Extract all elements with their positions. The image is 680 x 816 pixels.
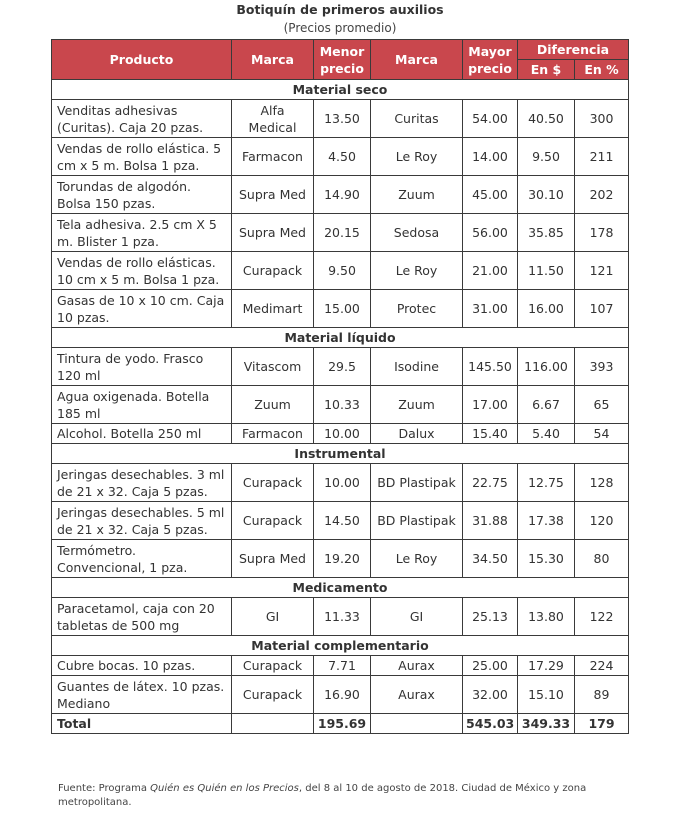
section-title: Material complementario xyxy=(52,636,629,656)
cell-marca-menor: Vitascom xyxy=(232,348,314,386)
cell-menor-precio: 16.90 xyxy=(314,676,371,714)
cell-marca-menor: Supra Med xyxy=(232,176,314,214)
cell-marca-mayor: Sedosa xyxy=(371,214,463,252)
cell-marca-menor: Curapack xyxy=(232,502,314,540)
table-row xyxy=(52,290,629,328)
cell-mayor-precio: 34.50 xyxy=(463,540,518,578)
cell-marca-menor: Curapack xyxy=(232,252,314,290)
cell-marca-mayor: Aurax xyxy=(371,656,463,676)
header-marca-menor: Marca xyxy=(232,40,314,80)
cell-porcentaje: 120 xyxy=(575,502,629,540)
cell-porcentaje: 121 xyxy=(575,252,629,290)
cell-menor-precio: 14.90 xyxy=(314,176,371,214)
cell-diferencia: 15.10 xyxy=(518,676,575,714)
cell-marca-menor: Supra Med xyxy=(232,214,314,252)
header-mayor-precio: Mayor precio xyxy=(463,40,518,80)
cell-diferencia: 6.67 xyxy=(518,386,575,424)
cell-marca-mayor: Zuum xyxy=(371,176,463,214)
cell-mayor-precio: 45.00 xyxy=(463,176,518,214)
section-title: Material seco xyxy=(52,80,629,100)
section-header xyxy=(52,328,629,348)
total-row xyxy=(52,714,629,734)
cell-diferencia: 116.00 xyxy=(518,348,575,386)
cell-menor-precio: 9.50 xyxy=(314,252,371,290)
source-note: Fuente: Programa Quién es Quién en los Precios, del 8 al 10 de agosto de 2018. Ciudad de México y zona metropolitana. xyxy=(58,783,587,808)
cell-producto: Jeringas desechables. 3 ml de 21 x 32. Caja 5 pzas. xyxy=(52,464,232,502)
cell-marca-menor: Curapack xyxy=(232,676,314,714)
cell-mayor-precio: 14.00 xyxy=(463,138,518,176)
cell-porcentaje: 300 xyxy=(575,100,629,138)
cell-marca-menor: GI xyxy=(232,598,314,636)
table-row xyxy=(52,502,629,540)
cell-diferencia: 12.75 xyxy=(518,464,575,502)
cell-diferencia: 9.50 xyxy=(518,138,575,176)
cell-mayor-precio: 21.00 xyxy=(463,252,518,290)
cell-menor-precio: 11.33 xyxy=(314,598,371,636)
cell-menor-precio: 7.71 xyxy=(314,656,371,676)
cell-producto: Agua oxigenada. Botella 185 ml xyxy=(52,386,232,424)
table-row xyxy=(52,656,629,676)
cell-porcentaje: 54 xyxy=(575,424,629,444)
header-en-pesos: En $ xyxy=(518,60,575,80)
cell-diferencia: 16.00 xyxy=(518,290,575,328)
cell-marca-menor: Alfa Medical xyxy=(232,100,314,138)
cell-porcentaje: 393 xyxy=(575,348,629,386)
cell-marca-mayor: Le Roy xyxy=(371,138,463,176)
cell-producto: Cubre bocas. 10 pzas. xyxy=(52,656,232,676)
cell-producto: Gasas de 10 x 10 cm. Caja 10 pzas. xyxy=(52,290,232,328)
cell-marca-mayor: BD Plastipak xyxy=(371,502,463,540)
total-menor: 195.69 xyxy=(314,714,371,734)
section-title: Instrumental xyxy=(52,444,629,464)
cell-marca-mayor: Isodine xyxy=(371,348,463,386)
cell-diferencia: 17.38 xyxy=(518,502,575,540)
cell-marca-mayor: Protec xyxy=(371,290,463,328)
cell-porcentaje: 65 xyxy=(575,386,629,424)
table-row xyxy=(52,424,629,444)
cell-producto: Vendas de rollo elásticas. 10 cm x 5 m. Bolsa 1 pza. xyxy=(52,252,232,290)
cell-mayor-precio: 31.88 xyxy=(463,502,518,540)
cell-diferencia: 30.10 xyxy=(518,176,575,214)
cell-marca-mayor: GI xyxy=(371,598,463,636)
cell-diferencia: 11.50 xyxy=(518,252,575,290)
cell-menor-precio: 14.50 xyxy=(314,502,371,540)
cell-porcentaje: 89 xyxy=(575,676,629,714)
cell-producto: Guantes de látex. 10 pzas. Mediano xyxy=(52,676,232,714)
table-row xyxy=(52,176,629,214)
cell-mayor-precio: 25.13 xyxy=(463,598,518,636)
cell-diferencia: 17.29 xyxy=(518,656,575,676)
header-producto: Producto xyxy=(52,40,232,80)
cell-porcentaje: 178 xyxy=(575,214,629,252)
header-en-porcentaje: En % xyxy=(575,60,629,80)
cell-mayor-precio: 31.00 xyxy=(463,290,518,328)
table-row xyxy=(52,252,629,290)
cell-producto: Torundas de algodón. Bolsa 150 pzas. xyxy=(52,176,232,214)
total-mayor: 545.03 xyxy=(463,714,518,734)
section-title: Medicamento xyxy=(52,578,629,598)
section-header xyxy=(52,578,629,598)
cell-marca-mayor: Aurax xyxy=(371,676,463,714)
cell-menor-precio: 29.5 xyxy=(314,348,371,386)
table-row xyxy=(52,540,629,578)
cell-mayor-precio: 54.00 xyxy=(463,100,518,138)
cell-producto: Termómetro. Convencional, 1 pza. xyxy=(52,540,232,578)
cell-porcentaje: 202 xyxy=(575,176,629,214)
header-menor-precio: Menor precio xyxy=(314,40,371,80)
table-row xyxy=(52,348,629,386)
table-row xyxy=(52,100,629,138)
cell-mayor-precio: 22.75 xyxy=(463,464,518,502)
cell-menor-precio: 15.00 xyxy=(314,290,371,328)
header-diferencia: Diferencia xyxy=(518,40,629,60)
section-header xyxy=(52,80,629,100)
cell-diferencia: 40.50 xyxy=(518,100,575,138)
section-header xyxy=(52,444,629,464)
section-title: Material líquido xyxy=(52,328,629,348)
cell-mayor-precio: 145.50 xyxy=(463,348,518,386)
cell-mayor-precio: 25.00 xyxy=(463,656,518,676)
cell-porcentaje: 122 xyxy=(575,598,629,636)
cell-diferencia: 35.85 xyxy=(518,214,575,252)
table-row xyxy=(52,386,629,424)
cell-marca-menor: Curapack xyxy=(232,464,314,502)
cell-producto: Vendas de rollo elástica. 5 cm x 5 m. Bolsa 1 pza. xyxy=(52,138,232,176)
cell-menor-precio: 10.33 xyxy=(314,386,371,424)
cell-marca-mayor: Zuum xyxy=(371,386,463,424)
cell-menor-precio: 10.00 xyxy=(314,424,371,444)
table-row xyxy=(52,138,629,176)
cell-marca-mayor: Le Roy xyxy=(371,540,463,578)
cell-marca-menor: Farmacon xyxy=(232,138,314,176)
cell-menor-precio: 19.20 xyxy=(314,540,371,578)
table-row xyxy=(52,676,629,714)
cell-marca-mayor: Curitas xyxy=(371,100,463,138)
cell-menor-precio: 10.00 xyxy=(314,464,371,502)
cell-menor-precio: 20.15 xyxy=(314,214,371,252)
table-row xyxy=(52,598,629,636)
table-row xyxy=(52,464,629,502)
table-title: Botiquín de primeros auxilios xyxy=(236,2,444,17)
cell-producto: Tela adhesiva. 2.5 cm X 5 m. Blister 1 pza. xyxy=(52,214,232,252)
cell-marca-menor: Curapack xyxy=(232,656,314,676)
section-header xyxy=(52,636,629,656)
cell-mayor-precio: 15.40 xyxy=(463,424,518,444)
cell-menor-precio: 13.50 xyxy=(314,100,371,138)
cell-marca-menor: Zuum xyxy=(232,386,314,424)
price-comparison-table xyxy=(51,39,629,734)
cell-producto: Paracetamol, caja con 20 tabletas de 500 mg xyxy=(52,598,232,636)
cell-marca-mayor: Dalux xyxy=(371,424,463,444)
cell-marca-mayor: BD Plastipak xyxy=(371,464,463,502)
cell-mayor-precio: 32.00 xyxy=(463,676,518,714)
header-marca-mayor: Marca xyxy=(371,40,463,80)
cell-producto: Alcohol. Botella 250 ml xyxy=(52,424,232,444)
cell-porcentaje: 128 xyxy=(575,464,629,502)
total-diferencia: 349.33 xyxy=(518,714,575,734)
cell-menor-precio: 4.50 xyxy=(314,138,371,176)
cell-porcentaje: 107 xyxy=(575,290,629,328)
cell-mayor-precio: 17.00 xyxy=(463,386,518,424)
cell-porcentaje: 224 xyxy=(575,656,629,676)
cell-diferencia: 15.30 xyxy=(518,540,575,578)
cell-marca-mayor: Le Roy xyxy=(371,252,463,290)
table-row xyxy=(52,214,629,252)
total-porcentaje: 179 xyxy=(575,714,629,734)
cell-porcentaje: 80 xyxy=(575,540,629,578)
table-subtitle: (Precios promedio) xyxy=(283,21,397,35)
cell-marca-menor: Farmacon xyxy=(232,424,314,444)
total-label: Total xyxy=(52,714,232,734)
cell-producto: Venditas adhesivas (Curitas). Caja 20 pzas. xyxy=(52,100,232,138)
cell-marca-menor: Supra Med xyxy=(232,540,314,578)
cell-mayor-precio: 56.00 xyxy=(463,214,518,252)
cell-diferencia: 13.80 xyxy=(518,598,575,636)
cell-diferencia: 5.40 xyxy=(518,424,575,444)
cell-porcentaje: 211 xyxy=(575,138,629,176)
cell-marca-menor: Medimart xyxy=(232,290,314,328)
cell-producto: Jeringas desechables. 5 ml de 21 x 32. Caja 5 pzas. xyxy=(52,502,232,540)
cell-producto: Tintura de yodo. Frasco 120 ml xyxy=(52,348,232,386)
